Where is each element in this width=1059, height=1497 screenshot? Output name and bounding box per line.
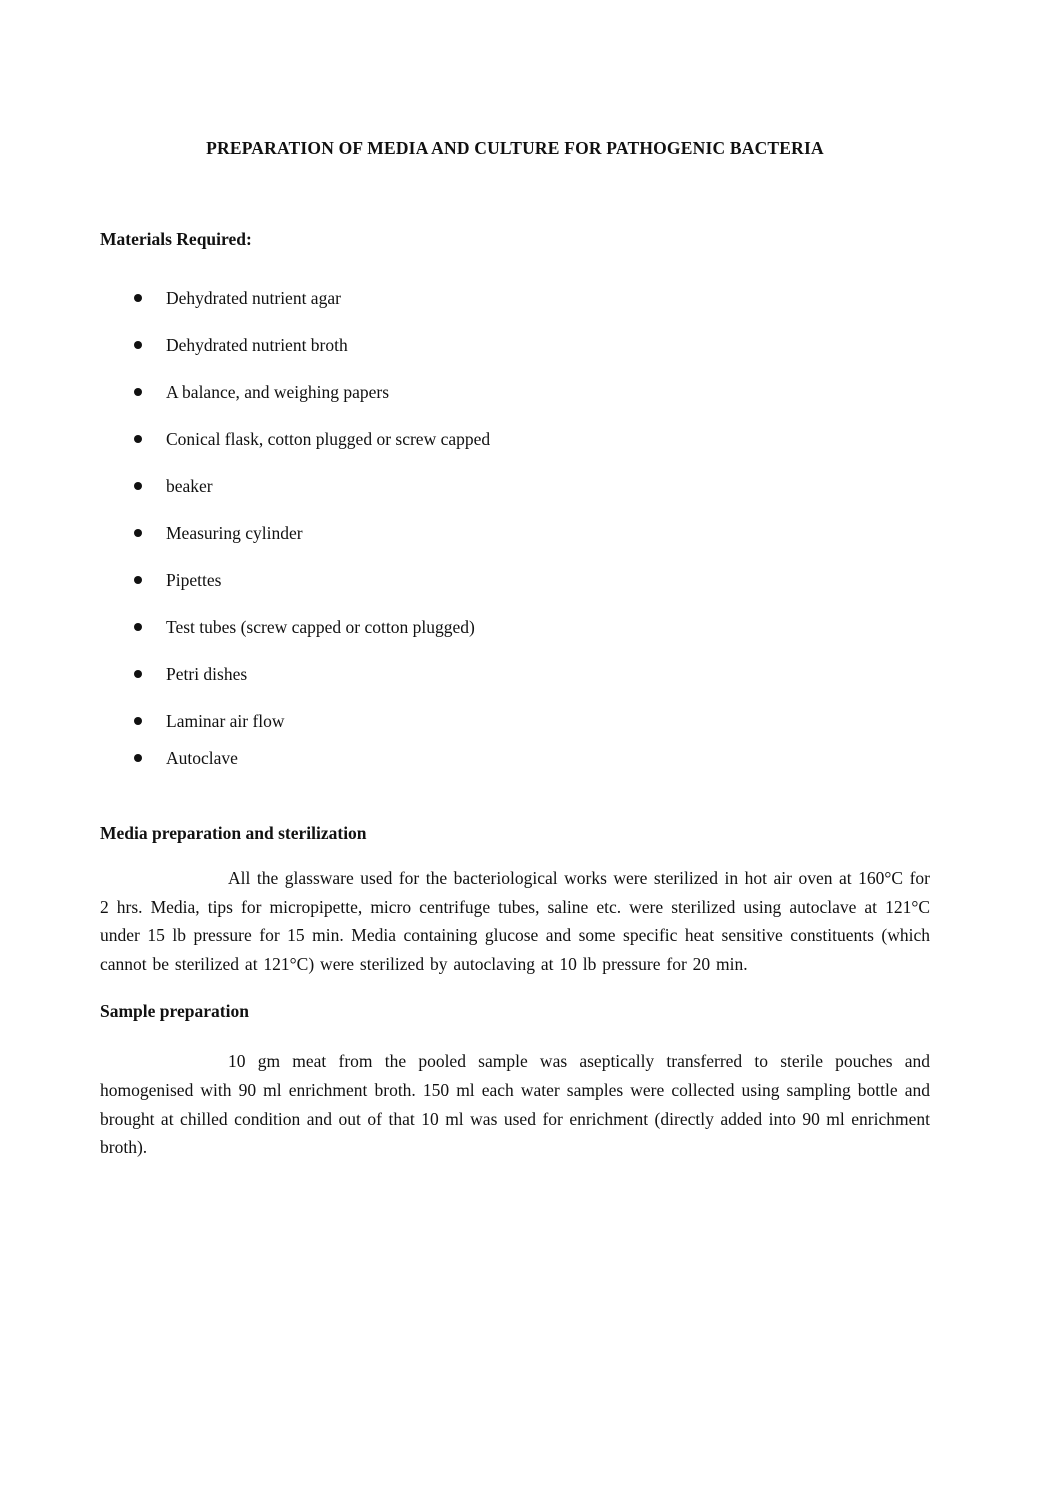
bullet-icon — [134, 717, 142, 725]
materials-list-item — [100, 569, 930, 592]
bullet-icon — [134, 670, 142, 678]
sample-preparation-paragraph: 10 gm meat from the pooled sample was aseptically transferred to sterile pouches and homogenised with 90 ml enrichment broth. 150 ml each water samples were collected using sampling bottle and brought at chilled condition and out of that 10 ml was used for enrichment (directly added into 90 ml enrichment broth). — [100, 1051, 930, 1158]
bullet-icon — [134, 341, 142, 349]
bullet-icon — [134, 576, 142, 584]
document-title: PREPARATION OF MEDIA AND CULTURE FOR PATHOGENIC BACTERIA — [206, 138, 824, 158]
bullet-icon — [134, 294, 142, 302]
bullet-icon — [134, 754, 142, 762]
materials-list-item — [100, 287, 930, 310]
bullet-icon — [134, 388, 142, 396]
materials-list-item — [100, 616, 930, 639]
materials-list-item — [100, 747, 930, 770]
bullet-icon — [134, 623, 142, 631]
materials-list-item — [100, 710, 930, 733]
materials-list-item — [100, 428, 930, 451]
materials-list-item-text: Dehydrated nutrient agar — [166, 288, 341, 308]
sample-preparation-heading: Sample preparation — [100, 1001, 249, 1022]
materials-required-heading: Materials Required: — [100, 229, 252, 249]
materials-list-item-text: Test tubes (screw capped or cotton plugged) — [166, 617, 475, 637]
materials-list-item — [100, 475, 930, 498]
bullet-icon — [134, 529, 142, 537]
materials-list-item — [100, 663, 930, 686]
materials-list-item-text: Laminar air flow — [166, 711, 285, 731]
materials-list-item-text: Autoclave — [166, 748, 238, 768]
materials-list-item-text: beaker — [166, 476, 213, 496]
bullet-icon — [134, 482, 142, 490]
materials-list-item-text: Conical flask, cotton plugged or screw capped — [166, 429, 491, 449]
materials-list-item — [100, 522, 930, 545]
materials-list — [100, 287, 930, 770]
materials-list-item-text: Measuring cylinder — [166, 523, 303, 543]
materials-list-item-text: Petri dishes — [166, 664, 248, 684]
materials-list-item — [100, 381, 930, 404]
media-preparation-heading: Media preparation and sterilization — [100, 823, 367, 843]
media-preparation-paragraph: All the glassware used for the bacteriological works were sterilized in hot air oven at 160°C for 2 hrs. Media, tips for micropipette, micro centrifuge tubes, saline etc. were sterilized using autoclave at 121°C under 15 lb pressure for 15 min. Media containing glucose and some specific heat sensitive constituents (which cannot be sterilized at 121°C) were sterilized by autoclaving at 10 lb pressure for 20 min. — [100, 868, 930, 974]
materials-list-item-text: Pipettes — [166, 570, 222, 590]
bullet-icon — [134, 435, 142, 443]
materials-list-item-text: A balance, and weighing papers — [166, 382, 390, 402]
materials-list-item — [100, 334, 930, 357]
materials-list-item-text: Dehydrated nutrient broth — [166, 335, 348, 355]
